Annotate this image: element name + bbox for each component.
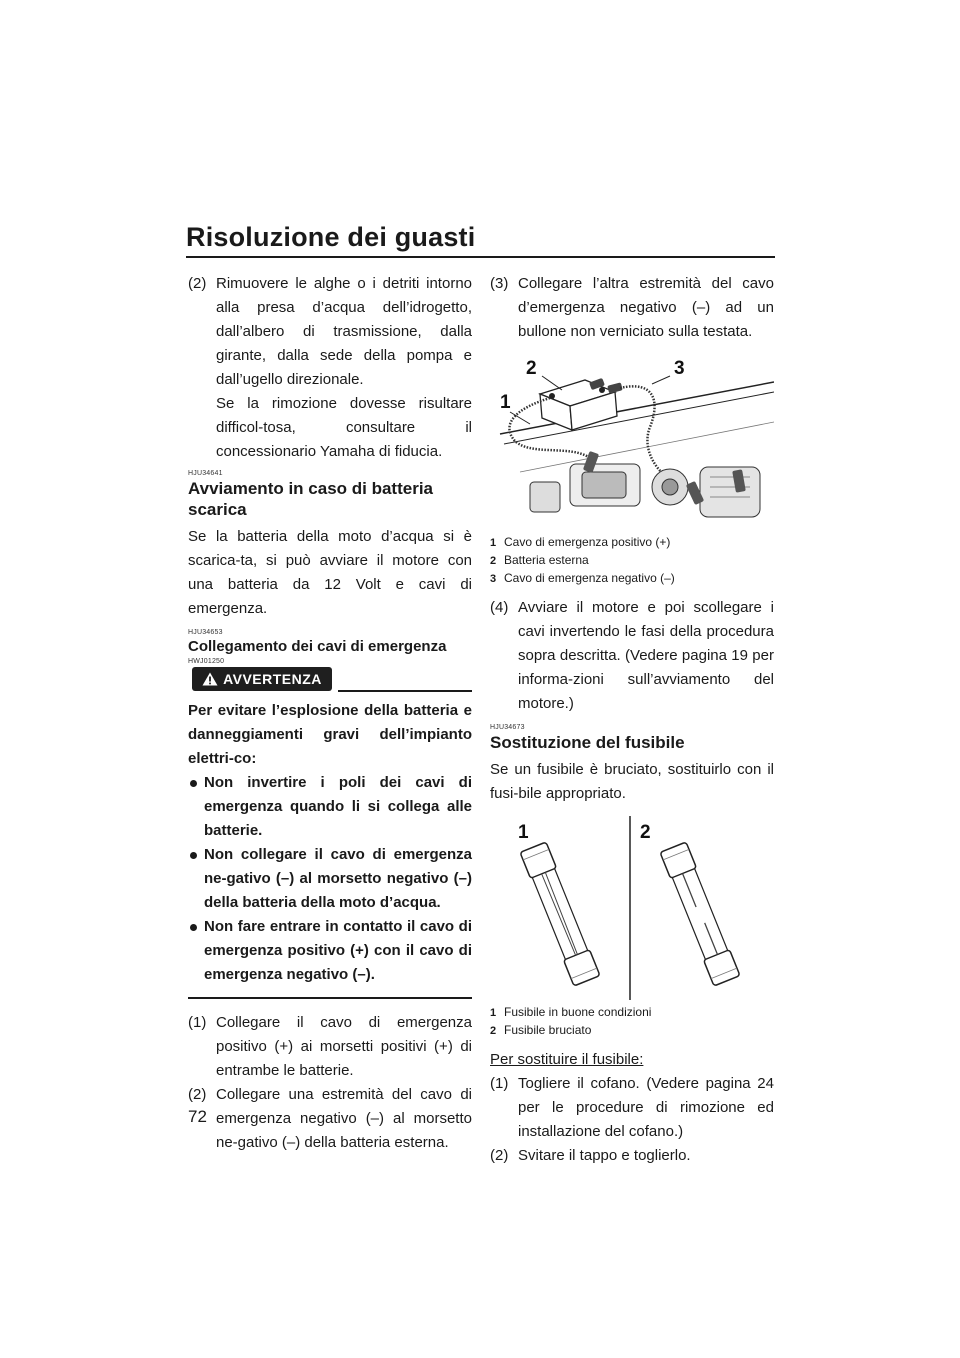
caption-item: 1 Cavo di emergenza positivo (+) [490,535,671,549]
step-number: (2) [188,1086,207,1103]
step-number: (2) [188,275,207,292]
figure-callout: 1 [518,822,529,843]
warning-label: AVVERTENZA [223,671,322,687]
fuse-illustration [490,816,774,1000]
step-number: (3) [490,275,509,292]
step-item [490,1072,774,1144]
left-column [188,272,472,1155]
section-paragraph: Se la batteria della moto d’acqua si è scarica-ta, si può avviare il motore con una batteria da 12 Volt e cavi di emergenza. [188,528,472,617]
step-text: Avviare il motore e poi scollegare i cavi invertendo le fasi della procedura sopra descritta. (Vedere pagina 19 per informa-zioni sull’avviamento del motore.) [518,599,774,712]
section-heading: Sostituzione del fusibile [490,733,685,752]
section-code: HJU34673 [490,724,525,731]
warning-bullet: Non fare entrare in contatto il cavo di emergenza positivo (+) con il cavo di emergenza negativo (–). [188,915,472,987]
step-text: Togliere il cofano. (Vedere pagina 24 per le procedure di rimozione ed installazione del cofano.) [518,1075,774,1140]
warning-rule [338,690,472,692]
caption-item: 3 Cavo di emergenza negativo (–) [490,571,675,585]
step-number: (1) [490,1075,509,1092]
step-text: Collegare l’altra estremità del cavo d’emergenza negativo (–) ad un bullone non verniciato sulla testata. [518,275,774,340]
jumper-cable-illustration [490,352,774,530]
subsection-code: HJU34653 [188,629,223,636]
page-number: 72 [188,1107,207,1126]
warning-end-rule [188,997,472,999]
warning-bullet: Non collegare il cavo di emergenza ne-gativo (–) al morsetto negativo (–) della batteria della moto d’acqua. [188,843,472,915]
step-text-continued: Se la rimozione dovesse risultare difficol-tosa, consultare il concessionario Yamaha di fiducia. [216,395,472,460]
step-4-item [490,596,774,716]
figure-caption-list [490,1004,774,1040]
step-3-item [490,272,774,344]
step-2-item [188,272,472,464]
step-item [188,1011,472,1083]
right-column [490,272,774,1168]
step-text: Collegare una estremità del cavo di emergenza negativo (–) al morsetto ne-gativo (–) della batteria esterna. [216,1086,472,1151]
page-title: Risoluzione dei guasti [186,222,476,252]
warning-code: HWJ01250 [188,658,225,665]
title-divider [186,256,775,258]
step-number: (4) [490,599,509,616]
caption-item: 1 Fusibile in buone condizioni [490,1005,652,1019]
figure-callout: 3 [674,358,685,379]
step-item [490,1144,774,1168]
bullet-dot [190,924,197,931]
subsection-heading: Collegamento dei cavi di emergenza [188,638,447,655]
figure-caption-list [490,534,774,588]
step-text: Rimuovere le alghe o i detriti intorno alla presa d’acqua dell’idrogetto, dall’albero di trasmissione, dalla girante, dalla sede della pompa e dall’ugello direzionale. [216,275,472,388]
section-code: HJU34641 [188,470,223,477]
step-item [188,1083,472,1155]
jumper-cable-figure [490,352,774,530]
warning-intro: Per evitare l’esplosione della batteria e danneggiamenti gravi dell’impianto elettri-co: [188,702,472,767]
step-number: (2) [490,1147,509,1164]
step-text: Svitare il tappo e toglierlo. [518,1147,691,1164]
figure-callout: 2 [640,822,651,843]
step-number: (1) [188,1014,207,1031]
warning-bullet: Non invertire i poli dei cavi di emergenza quando li si collega alle batterie. [188,771,472,843]
caption-item: 2 Batteria esterna [490,553,589,567]
figure-callout: 2 [526,358,537,379]
figure-callout: 1 [500,392,511,413]
fuse-figure [490,816,774,1000]
section-heading: Avviamento in caso di batteria scarica [188,479,433,519]
bullet-dot [190,852,197,859]
section-paragraph: Se un fusibile è bruciato, sostituirlo con il fusi-bile appropriato. [490,761,774,802]
caption-item: 2 Fusibile bruciato [490,1023,592,1037]
warning-body [188,699,472,987]
bullet-dot [190,780,197,787]
step-text: Collegare il cavo di emergenza positivo (+) ai morsetti positivi (+) di entrambe le batterie. [216,1014,472,1079]
warning-triangle-icon [202,672,218,686]
procedure-label: Per sostituire il fusibile: [490,1051,644,1068]
warning-header [188,667,472,693]
warning-badge [192,667,332,691]
